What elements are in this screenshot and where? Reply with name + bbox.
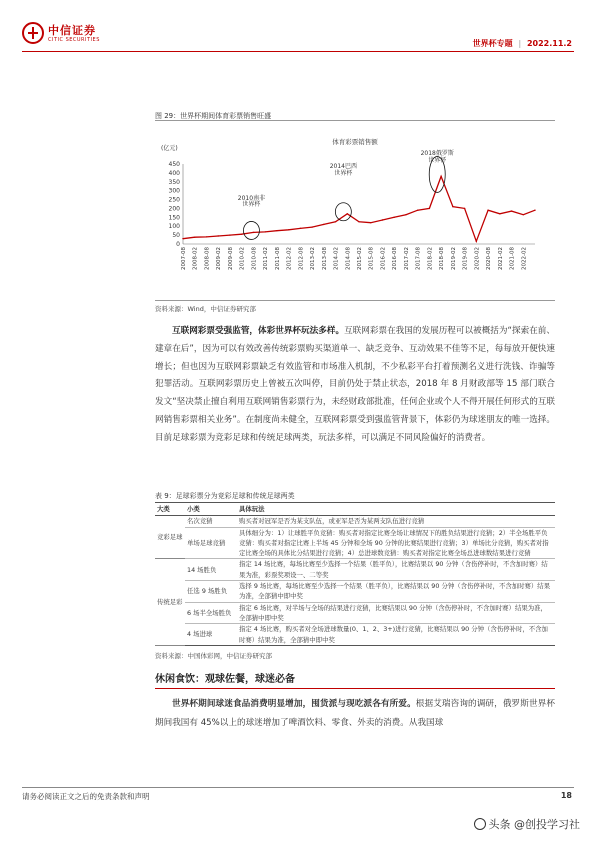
- table-header-row: [155, 503, 555, 516]
- x-tick-label: 2017-08: [415, 247, 422, 270]
- annotation-label: 世界杯: [334, 170, 353, 177]
- y-tick-label: 200: [168, 205, 180, 213]
- data-point: [534, 210, 535, 211]
- annotation-label: 2014巴西: [329, 163, 357, 170]
- footer-disclaimer: 请务必阅读正文之后的免责条款和声明: [22, 792, 150, 801]
- subcategory-cell: 名次竞猜: [185, 516, 237, 527]
- data-point: [417, 210, 418, 211]
- x-tick-label: 2018-02: [427, 247, 434, 270]
- x-tick-label: 2013-02: [310, 247, 317, 270]
- table-source: 资料来源：中国体彩网，中信证券研究部: [155, 652, 272, 660]
- x-tick-label: 2017-02: [403, 247, 410, 270]
- x-tick-label: 2022-02: [521, 247, 528, 270]
- x-tick-label: 2019-02: [450, 247, 457, 270]
- section-heading: 休闲食饮：观球佐餐，球迷必备: [155, 674, 295, 685]
- x-tick-label: 2019-08: [462, 247, 469, 270]
- x-tick-label: 2021-02: [497, 247, 504, 270]
- table-row: [155, 602, 555, 624]
- data-point: [347, 213, 348, 214]
- y-tick-label: 150: [168, 214, 180, 222]
- data-point: [218, 235, 219, 236]
- x-tick-label: 2015-02: [357, 247, 363, 270]
- data-point: [429, 208, 430, 209]
- header-description: 具体玩法: [237, 503, 555, 516]
- x-tick-label: 2021-08: [509, 247, 516, 270]
- football-lottery-table: [155, 502, 555, 646]
- x-tick-label: 2008-08: [204, 247, 211, 270]
- data-point: [241, 234, 242, 235]
- data-point: [464, 208, 465, 209]
- header-category: 大类: [155, 503, 185, 516]
- x-tick-label: 2020-08: [486, 247, 493, 270]
- x-tick-label: 2014-08: [345, 247, 352, 270]
- x-tick-label: 2008-02: [192, 247, 199, 270]
- x-tick-label: 2016-02: [380, 247, 387, 270]
- data-point: [382, 219, 383, 220]
- x-tick-label: 2013-08: [321, 247, 328, 270]
- data-point: [276, 230, 277, 231]
- table-row: [155, 624, 555, 646]
- watermark: [474, 816, 581, 832]
- subcategory-cell: 单场足球竞猜: [185, 527, 237, 559]
- paragraph-internet-lottery: [155, 323, 555, 448]
- paragraph-lead: 互联网彩票受强监管，体彩世界杯玩法多样。: [172, 326, 345, 336]
- annotation-ellipse: [243, 221, 259, 239]
- x-tick-label: 2011-02: [263, 247, 270, 270]
- y-tick-label: 400: [168, 169, 180, 177]
- x-tick-label: 2020-02: [474, 247, 481, 270]
- header-subcategory: 小类: [185, 503, 237, 516]
- table-row: [155, 516, 555, 527]
- data-point: [511, 210, 512, 211]
- annotation-ellipse: [335, 203, 351, 221]
- data-point: [370, 222, 371, 223]
- description-cell: 指定 4 场比赛，购买者对全场进球数量(0、1、2、3+)进行竞猜，比赛结果以 90 分钟（含伤停补时，不含加时赛）结果为准，全部猜中即中奖: [237, 624, 555, 646]
- logo-name-en: CITIC SECURITIES: [48, 37, 100, 43]
- annotation-label: 世界杯: [242, 201, 261, 208]
- y-tick-label: 300: [168, 187, 180, 195]
- watermark-icon: [474, 818, 486, 830]
- footer-rule: [22, 787, 574, 788]
- description-cell: 具体细分为：1）让球胜平负竞猜：购买者对指定比赛全场让球情况下的胜负结果进行竞猜；2）半全场胜平负竞猜：购买者对指定比赛上半场 45 分钟和全场 90 分钟的比赛结果进行竞猜；3）单场比分竞猜，购买者对指定比赛全场的具体比分结果进行竞猜；4）总进球数竞猜：购买者对指定比赛全场总进球数结果进行竞猜: [237, 527, 555, 559]
- x-tick-label: 2007-08: [181, 247, 187, 270]
- annotation-label: 2010南非: [237, 195, 266, 202]
- x-tick-label: 2010-08: [251, 247, 258, 270]
- description-cell: 指定 14 场比赛，每场比赛至少选择一个结果（胜平负），比赛结果以 90 分钟（含伤停补时，不含加时赛）结果为准，彩票奖项设一、二等奖: [237, 559, 555, 581]
- annotation-label: 2018俄罗斯: [420, 150, 454, 157]
- y-tick-label: 250: [168, 196, 180, 204]
- table-title: 表 9：足球彩票分为竞彩足球和传统足球两类: [155, 492, 295, 500]
- y-tick-label: 100: [168, 223, 180, 231]
- paragraph-body: 根据艾瑞咨询的调研，俄罗斯世界杯期间我国有 45%以上的球迷增加了啤酒饮料、零食、外卖的消费。从我国球: [155, 699, 555, 728]
- table-row: [155, 559, 555, 581]
- page-number: 18: [560, 791, 572, 800]
- description-cell: 指定 6 场比赛，对半场与全场的结果进行竞猜，比赛结果以 90 分钟（含伤停补时，不含加时赛）结果为准，全部猜中即中奖: [237, 602, 555, 624]
- logo-name-cn: 中信证券: [48, 24, 96, 37]
- data-point: [487, 210, 488, 211]
- x-tick-label: 2011-08: [274, 247, 281, 270]
- table-row: [155, 581, 555, 603]
- data-point: [300, 228, 301, 229]
- table-row: [155, 527, 555, 559]
- paragraph-snacks: [155, 695, 555, 732]
- data-point: [229, 234, 230, 235]
- y-tick-label: 50: [172, 232, 180, 240]
- data-point: [194, 237, 195, 238]
- data-point: [311, 226, 312, 227]
- subcategory-cell: 4 场进球: [185, 624, 237, 646]
- sales-series-line: [183, 176, 535, 241]
- data-point: [499, 213, 500, 214]
- figure-bottom-rule: [155, 300, 555, 301]
- data-point: [253, 232, 254, 233]
- description-cell: 购买者对冠军是否为某支队伍，或亚军是否为某两支队伍进行竞猜: [237, 516, 555, 527]
- data-point: [523, 214, 524, 215]
- paragraph-lead: 世界杯期间球迷食品消费明显增加，囤货派与现吃派各有所爱。: [172, 699, 416, 709]
- report-type: 世界杯专题: [472, 39, 513, 48]
- y-tick-label: 350: [168, 178, 180, 186]
- x-tick-label: 2010-02: [239, 247, 246, 270]
- lottery-sales-chart: [155, 120, 555, 298]
- subcategory-cell: 6 场半全场胜负: [185, 602, 237, 624]
- y-axis-unit: (亿元): [161, 145, 178, 152]
- x-tick-label: 2018-08: [439, 247, 446, 270]
- figure-title: 图 29：世界杯期间体育彩票销售旺盛: [155, 112, 272, 120]
- data-point: [394, 217, 395, 218]
- x-tick-label: 2009-08: [227, 247, 234, 270]
- report-date: 2022.11.2: [526, 39, 572, 48]
- header-separator: |: [518, 39, 522, 48]
- x-tick-label: 2009-02: [216, 247, 223, 270]
- data-point: [358, 221, 359, 222]
- subcategory-cell: 任选 9 场胜负: [185, 581, 237, 603]
- chart-title: 体育彩票销售额: [332, 138, 378, 146]
- data-point: [452, 206, 453, 207]
- category-cell: 传统足彩: [155, 559, 185, 645]
- x-tick-label: 2012-02: [286, 247, 293, 270]
- x-tick-label: 2014-02: [333, 247, 340, 270]
- data-point: [264, 231, 265, 232]
- y-tick-label: 0: [176, 241, 180, 248]
- data-point: [405, 214, 406, 215]
- y-tick-label: 450: [168, 161, 180, 168]
- x-tick-label: 2015-08: [368, 247, 375, 270]
- section-rule: [155, 688, 555, 689]
- x-tick-label: 2012-08: [298, 247, 305, 270]
- annotation-label: 世界杯: [428, 157, 447, 164]
- figure-source: 资料来源：Wind，中信证券研究部: [155, 305, 256, 313]
- data-point: [323, 224, 324, 225]
- data-point: [182, 238, 183, 239]
- citic-logo-icon: [22, 22, 44, 44]
- subcategory-cell: 14 场胜负: [185, 559, 237, 581]
- data-point: [440, 176, 441, 177]
- data-point: [476, 241, 477, 242]
- data-point: [288, 229, 289, 230]
- header-rule: [22, 51, 574, 52]
- description-cell: 选择 9 场比赛，每场比赛至少选择一个结果（胜平负），比赛结果以 90 分钟（含伤停补时，不含加时赛）结果为准，全部猜中即中奖: [237, 581, 555, 603]
- category-cell: 竞彩足球: [155, 516, 185, 559]
- watermark-text: 头条 @创投学习社: [488, 818, 580, 831]
- report-meta: [473, 38, 572, 49]
- data-point: [206, 236, 207, 237]
- paragraph-body: 互联网彩票在我国的发展历程可以被概括为“探索在前、建章在后”，因为可以有效改善传统彩票购买渠道单一、缺乏竞争、互动效果不佳等不足，每每放开便快速增长；但也因为互联网彩票缺乏有效监管和市场准入机制，不少私彩平台打着预测名义进行洗钱、诈骗等犯罪活动。互联网彩票历史上曾被五次叫停，目前仍处于禁止状态，2018 年 8 月财政部等 15 部门联合发文“坚决禁止擅自利用互联网销售彩票行为，未经财政部批准，任何企业或个人不得开展任何形式的互联网销售彩票相关业务”。在制度尚未健全，互联网彩票受到强监管背景下，体彩仍为球迷朋友的唯一选择。目前足球彩票为竞彩足球和传统足球两类，玩法多样，可以满足不同风险偏好的消费者。: [155, 326, 555, 443]
- x-tick-label: 2016-08: [392, 247, 399, 270]
- data-point: [335, 221, 336, 222]
